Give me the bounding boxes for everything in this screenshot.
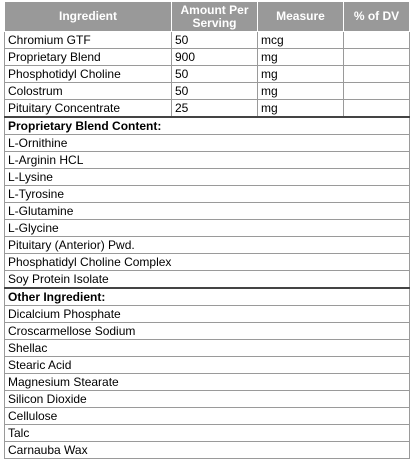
other-item: Talc bbox=[5, 425, 410, 442]
amount-header-line1: Amount Per bbox=[180, 2, 249, 17]
blend-item: L-Lysine bbox=[5, 169, 410, 186]
other-item: Dicalcium Phosphate bbox=[5, 306, 410, 323]
list-item bbox=[5, 306, 410, 323]
ingredient-name: Chromium GTF bbox=[5, 32, 172, 49]
ingredient-dv bbox=[344, 49, 410, 66]
other-item: Croscarmellose Sodium bbox=[5, 323, 410, 340]
blend-item: Pituitary (Anterior) Pwd. bbox=[5, 237, 410, 254]
ingredient-name: Colostrum bbox=[5, 83, 172, 100]
ingredient-measure: mg bbox=[258, 66, 344, 83]
other-item: Magnesium Stearate bbox=[5, 374, 410, 391]
table-header-row bbox=[5, 2, 410, 32]
list-item bbox=[5, 323, 410, 340]
ingredient-amount: 50 bbox=[172, 32, 258, 49]
list-item bbox=[5, 408, 410, 425]
measure-column-header: Measure bbox=[258, 2, 344, 32]
list-item bbox=[5, 357, 410, 374]
other-item: Cellulose bbox=[5, 408, 410, 425]
other-section-title: Other Ingredient: bbox=[5, 288, 410, 306]
ingredient-amount: 900 bbox=[172, 49, 258, 66]
ingredient-dv bbox=[344, 32, 410, 49]
blend-item: L-Glycine bbox=[5, 220, 410, 237]
blend-item: Phosphatidyl Choline Complex bbox=[5, 254, 410, 271]
list-item bbox=[5, 169, 410, 186]
list-item bbox=[5, 340, 410, 357]
ingredient-column-header: Ingredient bbox=[5, 2, 172, 32]
list-item bbox=[5, 254, 410, 271]
table-row bbox=[5, 66, 410, 83]
list-item bbox=[5, 442, 410, 459]
list-item bbox=[5, 271, 410, 289]
blend-section-header-row bbox=[5, 117, 410, 135]
supplement-facts-panel bbox=[4, 1, 409, 459]
ingredient-amount: 25 bbox=[172, 100, 258, 118]
table-row bbox=[5, 49, 410, 66]
blend-item: Soy Protein Isolate bbox=[5, 271, 410, 289]
list-item bbox=[5, 203, 410, 220]
other-section-header-row bbox=[5, 288, 410, 306]
blend-item: L-Ornithine bbox=[5, 135, 410, 152]
table-row bbox=[5, 32, 410, 49]
dv-column-header: % of DV bbox=[344, 2, 410, 32]
blend-section-title: Proprietary Blend Content: bbox=[5, 117, 410, 135]
ingredient-measure: mg bbox=[258, 100, 344, 118]
other-item: Silicon Dioxide bbox=[5, 391, 410, 408]
ingredient-amount: 50 bbox=[172, 66, 258, 83]
list-item bbox=[5, 237, 410, 254]
ingredient-name: Pituitary Concentrate bbox=[5, 100, 172, 118]
other-item: Shellac bbox=[5, 340, 410, 357]
list-item bbox=[5, 186, 410, 203]
list-item bbox=[5, 374, 410, 391]
ingredient-dv bbox=[344, 66, 410, 83]
ingredients-table bbox=[4, 1, 410, 459]
ingredient-dv bbox=[344, 83, 410, 100]
ingredient-measure: mcg bbox=[258, 32, 344, 49]
blend-item: L-Glutamine bbox=[5, 203, 410, 220]
ingredient-name: Phosphotidyl Choline bbox=[5, 66, 172, 83]
table-row bbox=[5, 100, 410, 118]
blend-item: L-Arginin HCL bbox=[5, 152, 410, 169]
ingredient-dv bbox=[344, 100, 410, 118]
amount-column-header bbox=[172, 2, 258, 32]
list-item bbox=[5, 152, 410, 169]
ingredient-amount: 50 bbox=[172, 83, 258, 100]
table-row bbox=[5, 83, 410, 100]
amount-header-line2: Serving bbox=[192, 15, 237, 30]
list-item bbox=[5, 220, 410, 237]
list-item bbox=[5, 135, 410, 152]
other-item: Carnauba Wax bbox=[5, 442, 410, 459]
list-item bbox=[5, 391, 410, 408]
ingredient-measure: mg bbox=[258, 49, 344, 66]
ingredient-name: Proprietary Blend bbox=[5, 49, 172, 66]
ingredient-measure: mg bbox=[258, 83, 344, 100]
blend-item: L-Tyrosine bbox=[5, 186, 410, 203]
other-item: Stearic Acid bbox=[5, 357, 410, 374]
list-item bbox=[5, 425, 410, 442]
